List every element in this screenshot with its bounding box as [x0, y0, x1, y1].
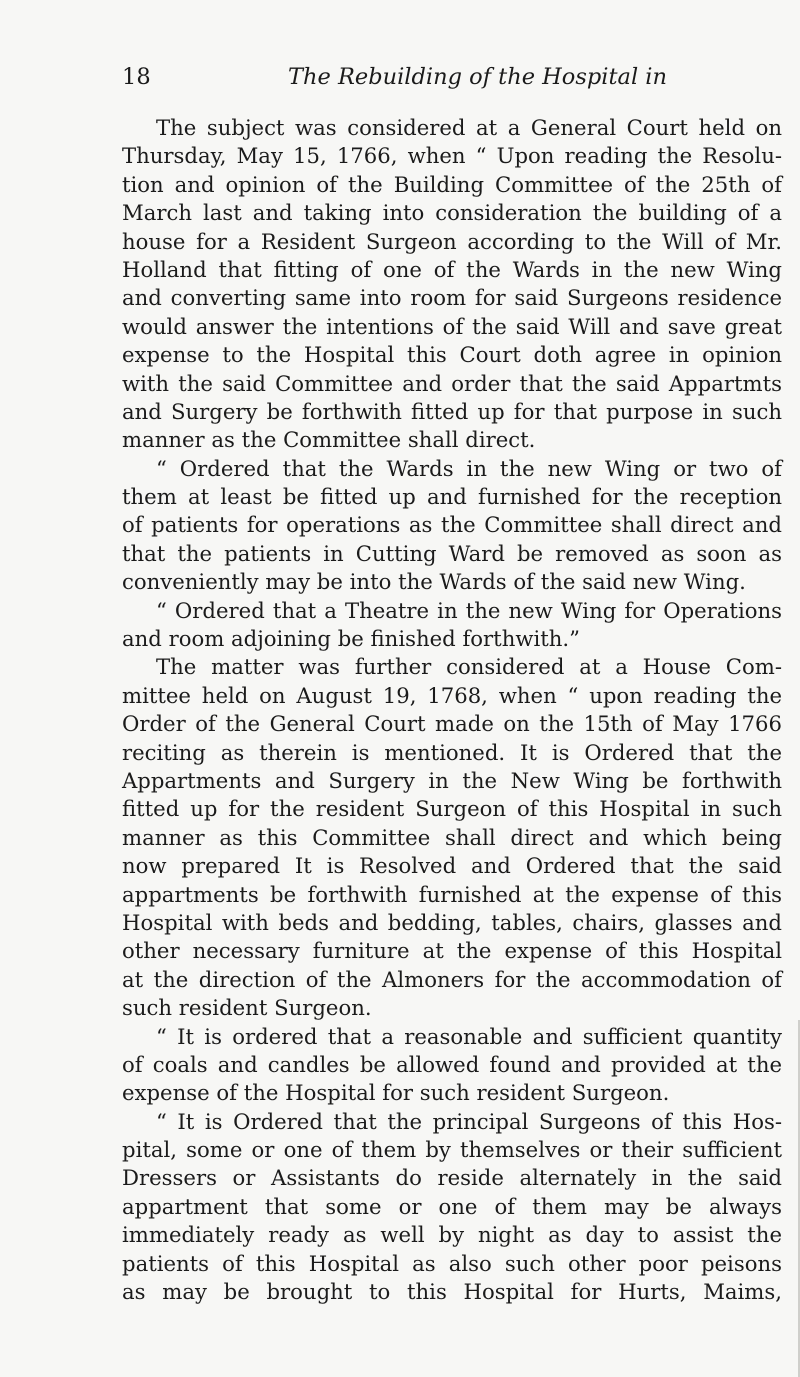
- text-line: tion and opinion of the Building Committee of the 25th of: [122, 171, 782, 197]
- text-line: and Surgery be forthwith fitted up for that purpose in such: [122, 398, 782, 424]
- text-line: and converting same into room for said Surgeons residence: [122, 285, 782, 311]
- text-line: appartment that some or one of them may be always: [122, 1193, 782, 1219]
- text-line: manner as this Committee shall direct and which being: [122, 824, 782, 850]
- text-line: would answer the intentions of the said Will and save great: [122, 313, 782, 339]
- text-line: expense to the Hospital this Court doth agree in opinion: [122, 342, 782, 368]
- text-line: immediately ready as well by night as day to assist the: [122, 1222, 782, 1248]
- text-line: of coals and candles be allowed found and provided at the: [122, 1051, 782, 1077]
- text-line: house for a Resident Surgeon according to the Will of Mr.: [122, 228, 782, 254]
- text-line: pital, some or one of them by themselves or their sufficient: [122, 1137, 782, 1163]
- text-line: fitted up for the resident Surgeon of this Hospital in such: [122, 796, 782, 822]
- text-line: Hospital with beds and bedding, tables, chairs, glasses and: [122, 909, 782, 935]
- text-line: The subject was considered at a General Court held on: [156, 115, 782, 140]
- text-line: Holland that fitting of one of the Wards in the new Wing: [122, 256, 782, 282]
- text-line: reciting as therein is mentioned. It is Ordered that the: [122, 739, 782, 765]
- text-line: other necessary furniture at the expense of this Hospital: [122, 938, 782, 964]
- text-line: mittee held on August 19, 1768, when “ upon reading the: [122, 682, 782, 708]
- text-line: and room adjoining be finished forthwith.”: [122, 626, 580, 652]
- text-line: with the said Committee and order that the said Appartmts: [122, 370, 782, 396]
- text-line: “ It is Ordered that the principal Surgeons of this Hos-: [156, 1108, 782, 1134]
- text-line: now prepared It is Resolved and Ordered that the said: [122, 853, 782, 879]
- text-line: appartments be forthwith furnished at the expense of this: [122, 881, 782, 907]
- page-number: 18: [122, 64, 151, 90]
- text-line: “ It is ordered that a reasonable and sufficient quantity: [156, 1023, 782, 1049]
- text-line: Thursday, May 15, 1766, when “ Upon reading the Resolu-: [122, 143, 782, 169]
- text-line: at the direction of the Almoners for the accommodation of: [122, 966, 782, 992]
- text-line: them at least be fitted up and furnished for the reception: [122, 484, 782, 510]
- text-line: as may be brought to this Hospital for Hurts, Maims,: [122, 1279, 782, 1305]
- text-line: Dressers or Assistants do reside alternately in the said: [122, 1165, 782, 1191]
- running-header: [122, 62, 782, 92]
- text-line: March last and taking into consideration the building of a: [122, 200, 782, 226]
- text-line: conveniently may be into the Wards of the said new Wing.: [122, 569, 746, 595]
- text-line: The matter was further considered at a House Com-: [156, 654, 782, 680]
- text-line: “ Ordered that the Wards in the new Wing or two of: [156, 455, 782, 481]
- body-text: [122, 114, 782, 1306]
- text-line: Appartments and Surgery in the New Wing be forthwith: [122, 767, 782, 793]
- text-line: of patients for operations as the Committee shall direct and: [122, 512, 782, 538]
- text-line: manner as the Committee shall direct.: [122, 427, 536, 453]
- text-line: expense of the Hospital for such resident Surgeon.: [122, 1080, 670, 1106]
- text-line: such resident Surgeon.: [122, 995, 372, 1021]
- running-title: The Rebuilding of the Hospital in: [288, 64, 667, 90]
- text-line: that the patients in Cutting Ward be removed as soon as: [122, 540, 782, 566]
- text-line: patients of this Hospital as also such other poor peisons: [122, 1250, 782, 1276]
- text-line: Order of the General Court made on the 15th of May 1766: [122, 711, 782, 737]
- text-line: “ Ordered that a Theatre in the new Wing for Operations: [156, 597, 782, 623]
